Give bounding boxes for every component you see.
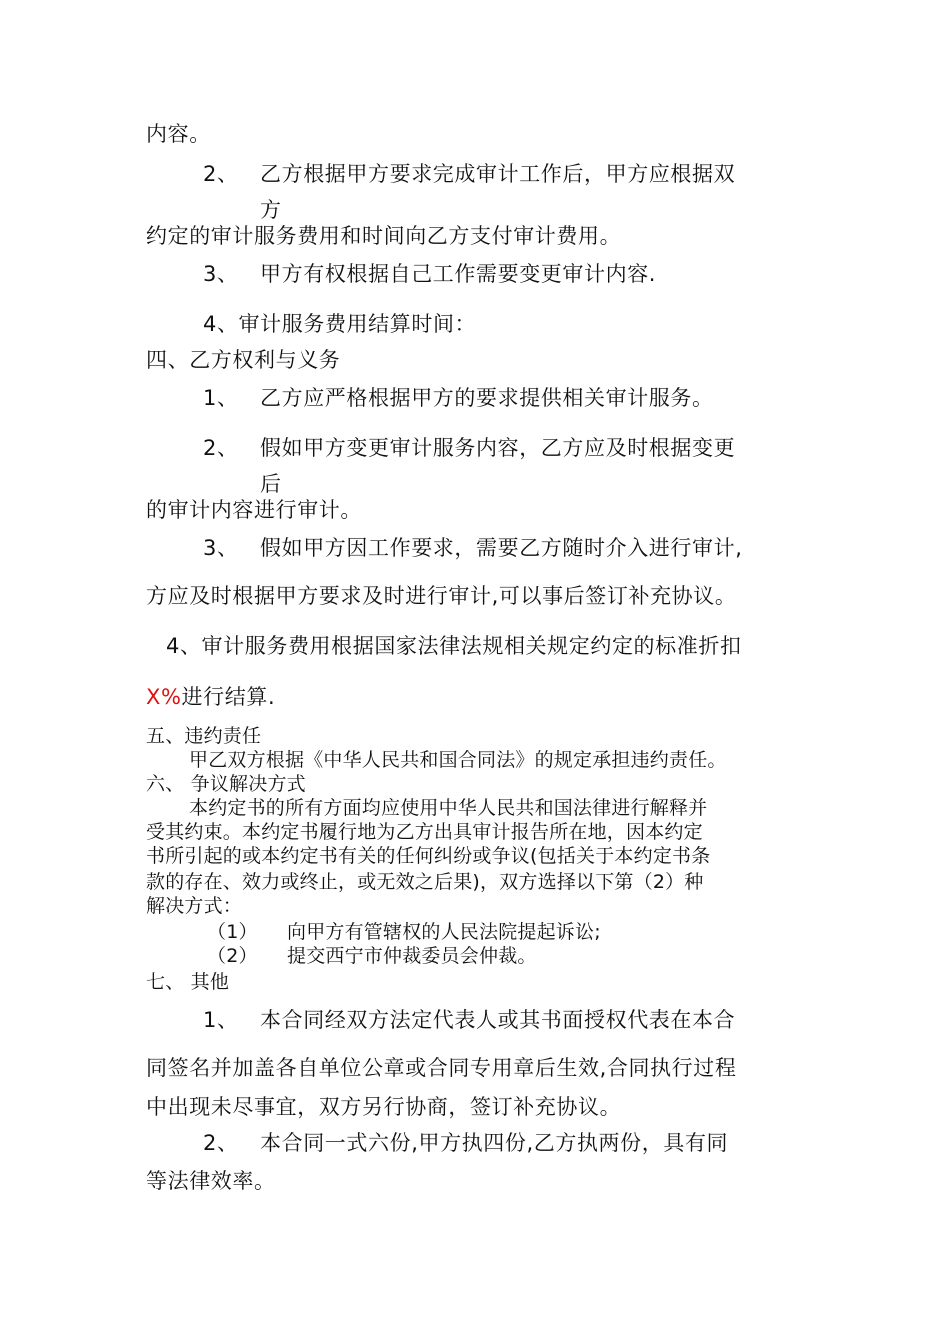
section-heading: 五、违约责任 [146,725,262,747]
option-text: 提交西宁市仲裁委员会仲裁。 [287,945,537,967]
item-number: 3、 [203,536,239,560]
text-line: 本约定书的所有方面均应使用中华人民共和国法律进行解释并 [189,797,708,819]
section-heading: 七、 其他 [146,971,230,993]
text-line: 中出现未尽事宜，双方另行协商，签订补充协议。 [146,1095,622,1119]
text-line: 乙方应严格根据甲方的要求提供相关审计服务。 [260,386,714,410]
text-line: 方 [260,198,282,222]
text-line: 书所引起的或本约定书有关的任何纠纷或争议(包括关于本约定书条 [146,845,711,867]
section-heading: 六、 争议解决方式 [146,773,306,795]
text-line: 受其约束。本约定书履行地为乙方出具审计报告所在地，因本约定 [146,821,703,843]
item-number: 1、 [203,386,239,410]
text-line: 解决方式： [146,895,243,917]
text-line: 4、审计服务费用根据国家法律法规相关规定约定的标准折扣 [166,634,742,658]
text-fragment: 进行结算. [181,685,276,709]
text-line: 款的存在、效力或终止，或无效之后果)，双方选择以下第（2）种 [146,871,704,893]
text-line: 同签名并加盖各自单位公章或合同专用章后生效,合同执行过程 [146,1056,737,1080]
item-number: 3、 [203,262,239,286]
text-line: 假如甲方因工作要求，需要乙方随时介入进行审计, [260,536,743,560]
text-line: 约定的审计服务费用和时间向乙方支付审计费用。 [146,224,622,248]
text-line: 后 [260,472,282,496]
discount-placeholder: X% [146,685,182,709]
text-line: 甲乙双方根据《中华人民共和国合同法》的规定承担违约责任。 [189,749,727,771]
text-line: 乙方根据甲方要求完成审计工作后，甲方应根据双 [260,162,736,186]
item-number: 2、 [203,162,239,186]
text-line: 等法律效率。 [146,1169,276,1193]
text-line: 本合同一式六份,甲方执四份,乙方执两份，具有同 [260,1131,729,1155]
text-line: 假如甲方变更审计服务内容，乙方应及时根据变更 [260,436,736,460]
text-line: 内容。 [146,122,211,146]
text-line: 甲方有权根据自己工作需要变更审计内容. [260,262,657,286]
option-text: 向甲方有管辖权的人民法院提起诉讼; [287,921,601,943]
option-number: （1） [207,921,258,943]
section-heading: 四、乙方权利与义务 [146,348,341,372]
item-number: 1、 [203,1008,239,1032]
text-line: 的审计内容进行审计。 [146,498,362,522]
option-number: （2） [207,945,258,967]
text-line: 方应及时根据甲方要求及时进行审计,可以事后签订补充协议。 [146,584,737,608]
item-number: 2、 [203,1131,239,1155]
item-number: 2、 [203,436,239,460]
text-line [146,687,275,708]
text-line: 本合同经双方法定代表人或其书面授权代表在本合 [260,1008,736,1032]
text-line: 4、审计服务费用结算时间： [203,312,477,336]
